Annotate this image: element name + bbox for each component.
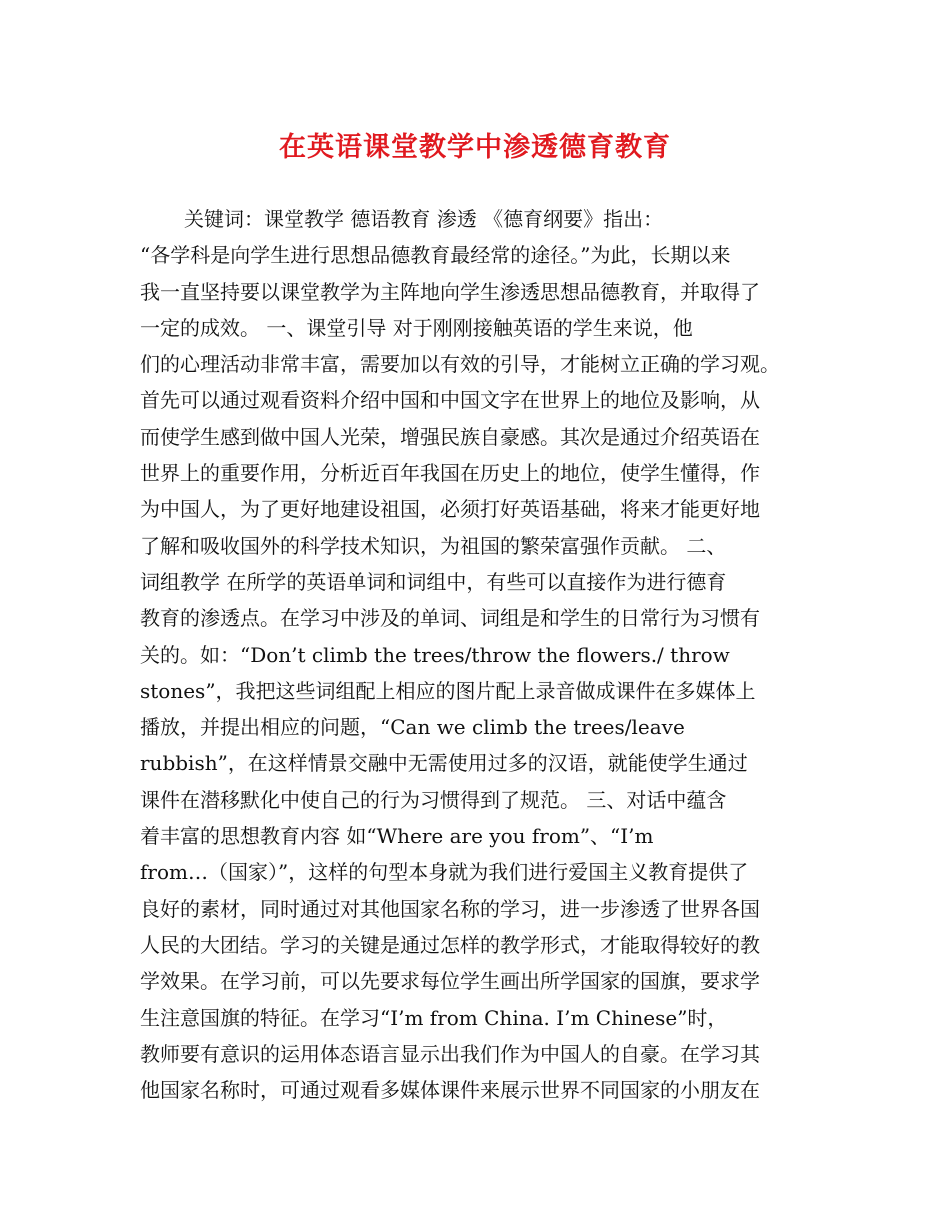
body-line: 为中国人，为了更好地建设祖国，必须打好英语基础，将来才能更好地 [140, 497, 760, 522]
body-line: 教师要有意识的运用体态语言显示出我们作为中国人的自豪。在学习其 [140, 1041, 760, 1066]
body-line: 而使学生感到做中国人光荣，增强民族自豪感。其次是通过介绍英语在 [140, 424, 760, 449]
body-line: from…（国家）”，这样的句型本身就为我们进行爱国主义教育提供了 [140, 860, 749, 885]
body-line: rubbish”，在这样情景交融中无需使用过多的汉语，就能使学生通过 [140, 751, 748, 776]
body-line: 我一直坚持要以课堂教学为主阵地向学生渗透思想品德教育，并取得了 [140, 279, 760, 304]
body-line: 关键词：课堂教学 德语教育 渗透 《德育纲要》指出： [184, 207, 664, 231]
document-title: 在英语课堂教学中渗透德育教育 [279, 132, 671, 163]
document-body [140, 201, 830, 1108]
body-line: 教育的渗透点。在学习中涉及的单词、词组是和学生的日常行为习惯有 [140, 606, 760, 631]
body-line: 了解和吸收国外的科学技术知识，为祖国的繁荣富强作贡献。 二、 [140, 533, 727, 558]
body-line: “各学科是向学生进行思想品德教育最经常的途径。”为此，长期以来 [140, 243, 731, 268]
body-line: 一定的成效。 一、课堂引导 对于刚刚接触英语的学生来说，他 [140, 315, 693, 340]
body-line: 人民的大团结。学习的关键是通过怎样的教学形式，才能取得较好的教 [140, 932, 760, 957]
body-line: 良好的素材，同时通过对其他国家名称的学习，进一步渗透了世界各国 [140, 896, 760, 921]
body-line: 学效果。在学习前，可以先要求每位学生画出所学国家的国旗，要求学 [140, 969, 760, 994]
body-line: 们的心理活动非常丰富，需要加以有效的引导，才能树立正确的学习观。 [140, 352, 780, 377]
body-line: stones”，我把这些词组配上相应的图片配上录音做成课件在多媒体上 [140, 678, 756, 703]
body-line: 关的。如：“Don’t climb the trees/throw the flowers./ throw [140, 642, 730, 667]
body-line: 首先可以通过观看资料介绍中国和中国文字在世界上的地位及影响，从 [140, 388, 760, 413]
body-line: 他国家名称时，可通过观看多媒体课件来展示世界不同国家的小朋友在 [140, 1078, 760, 1103]
body-line: 课件在潜移默化中使自己的行为习惯得到了规范。 三、对话中蕴含 [140, 787, 727, 812]
body-line: 世界上的重要作用，分析近百年我国在历史上的地位，使学生懂得，作 [140, 461, 760, 486]
body-line: 词组教学 在所学的英语单词和词组中，有些可以直接作为进行德育 [140, 569, 727, 594]
body-line: 着丰富的思想教育内容 如“Where are you from”、“I’m [140, 824, 654, 849]
body-line: 生注意国旗的特征。在学习“I’m from China. I’m Chinese”时， [140, 1005, 728, 1030]
body-line: 播放，并提出相应的问题，“Can we climb the trees/leave [140, 715, 685, 740]
